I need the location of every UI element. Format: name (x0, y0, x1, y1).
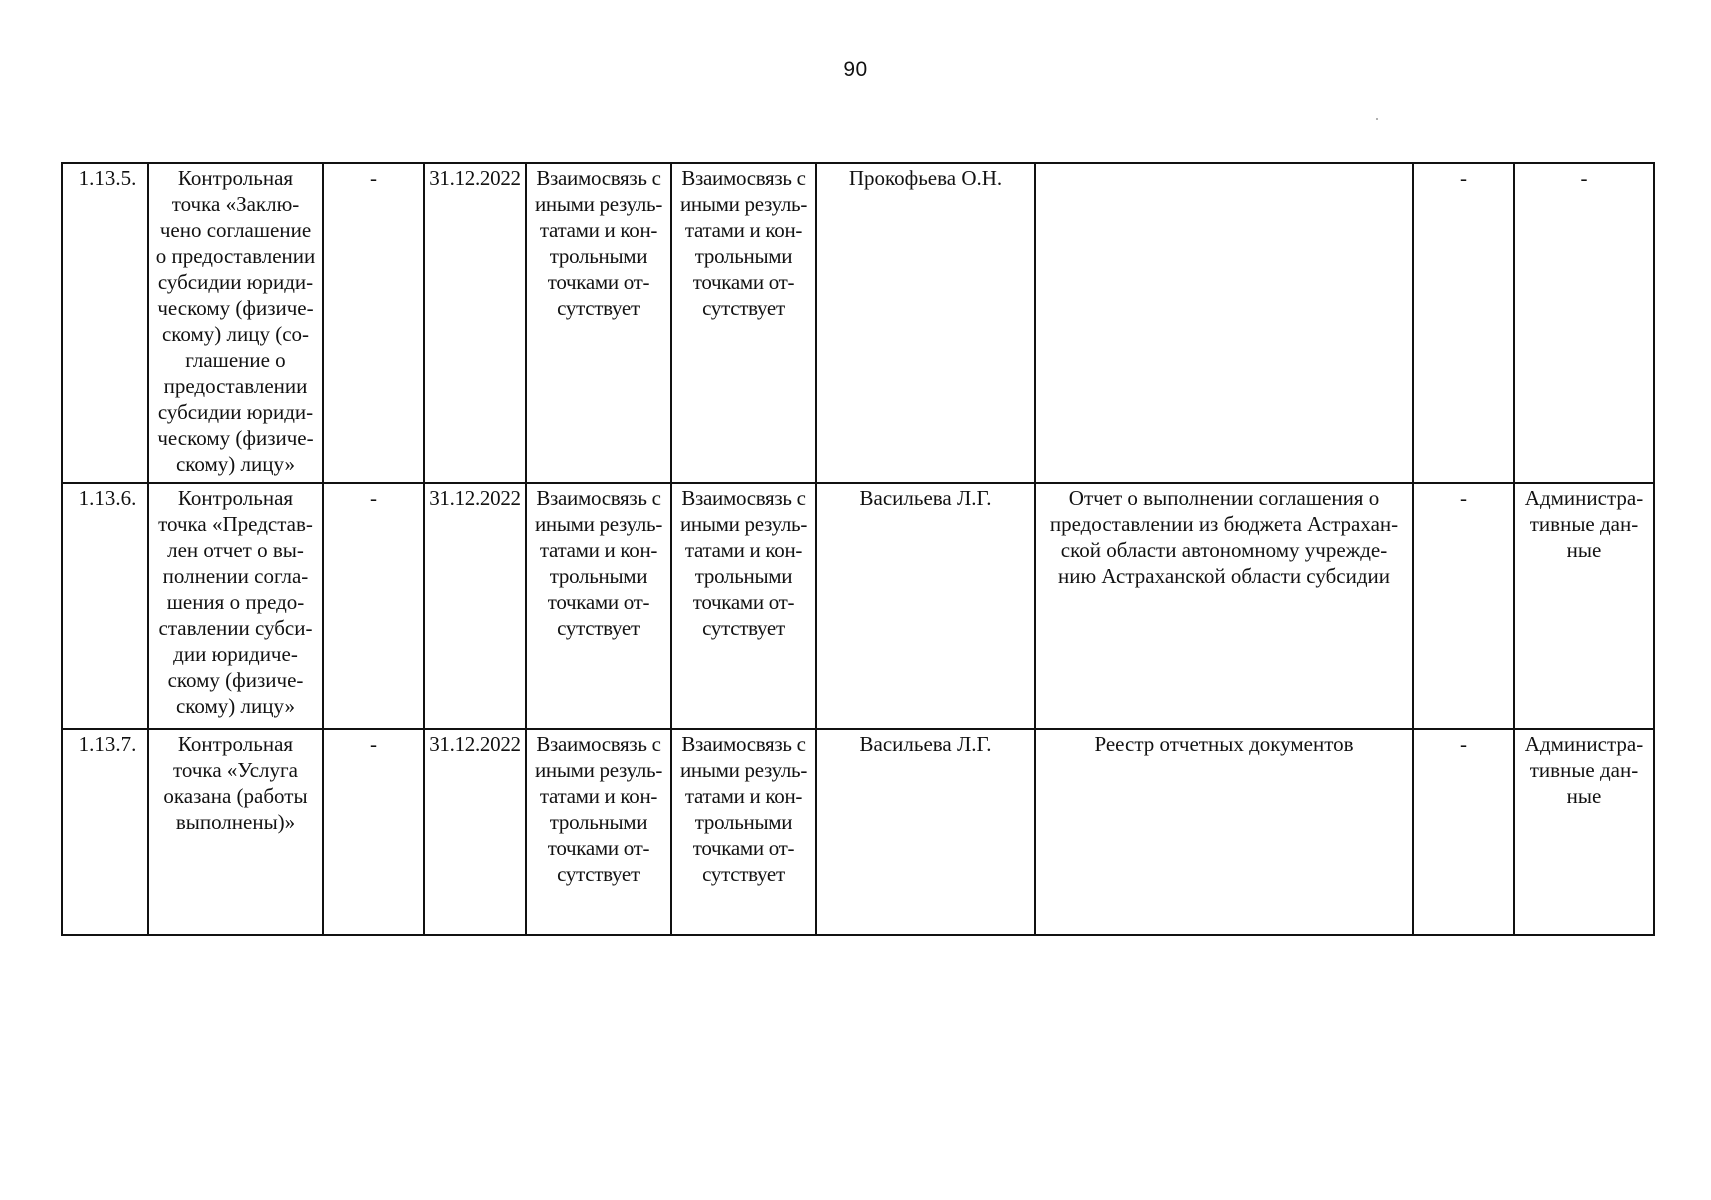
cell-line: ческому (физиче- (157, 296, 314, 320)
cell-line: лен отчет о вы- (167, 538, 304, 562)
row-number-cell: 1.13.5. (62, 163, 148, 483)
link-previous-cell (526, 483, 671, 729)
cell-line: сутствует (702, 616, 785, 640)
cell-line: иными резуль- (534, 512, 663, 536)
control-point-name-cell (148, 483, 323, 729)
control-points-table (61, 162, 1655, 936)
cell-line: о предоставлении (155, 244, 316, 268)
cell-line: Контрольная (177, 486, 294, 510)
cell-line: Контрольная (177, 732, 294, 756)
cell-line: скому) лицу» (175, 452, 296, 476)
cell-line: сутствует (557, 616, 640, 640)
cell-line: Взаимосвязь с (681, 732, 806, 756)
cell-line: трольными (694, 564, 793, 588)
link-next-cell (671, 483, 816, 729)
cell-line: предоставлении (163, 374, 308, 398)
cell-line: Контрольная (177, 166, 294, 190)
level-cell: - (1413, 483, 1514, 729)
cell-line: тивные дан- (1529, 758, 1639, 782)
cell-line: трольными (694, 244, 793, 268)
cell-line: татами и кон- (539, 784, 658, 808)
cell-line: точка «Услуга (173, 758, 298, 782)
cell-line: точка «Заклю- (171, 192, 300, 216)
scan-speck (1376, 118, 1378, 120)
cell-line: трольными (549, 244, 648, 268)
cell-line: Администра- (1524, 486, 1644, 510)
link-next-cell (671, 163, 816, 483)
cell-line: татами и кон- (684, 784, 803, 808)
cell-line: выполнены)» (175, 810, 296, 834)
cell-line: иными резуль- (679, 192, 808, 216)
cell-line: сутствует (557, 296, 640, 320)
cell-line: сутствует (557, 862, 640, 886)
cell-line: Взаимосвязь с (681, 486, 806, 510)
row-number-cell: 1.13.6. (62, 483, 148, 729)
cell-line: ные (1566, 784, 1602, 808)
cell-line: скому) лицу» (175, 694, 296, 718)
cell-line: скому) лицу (со- (161, 322, 310, 346)
cell-line: ческому (физиче- (157, 426, 314, 450)
cell-line: точками от- (547, 836, 650, 860)
cell-line: татами и кон- (539, 218, 658, 242)
cell-line: скому (физиче- (167, 668, 304, 692)
page-number: 90 (843, 58, 868, 81)
date-cell: 31.12.2022 (424, 729, 526, 935)
table-row (62, 163, 1654, 483)
cell-line: Взаимосвязь с (536, 486, 661, 510)
date-cell: 31.12.2022 (424, 163, 526, 483)
info-system-cell (1514, 163, 1654, 483)
cell-line: трольными (694, 810, 793, 834)
cell-line: трольными (549, 564, 648, 588)
cell-line: трольными (549, 810, 648, 834)
cell-line: сутствует (702, 296, 785, 320)
cell-line: татами и кон- (684, 538, 803, 562)
cell-line: оказана (работы (163, 784, 308, 808)
cell-line: Отчет о выполнении соглашения о (1068, 486, 1380, 510)
cell-line: предоставлении из бюджета Астрахан- (1049, 512, 1399, 536)
cell-line: ные (1566, 538, 1602, 562)
cell-line: иными резуль- (534, 758, 663, 782)
cell-line: ской области автономному учрежде- (1060, 538, 1388, 562)
cell-line: точками от- (547, 270, 650, 294)
document-cell (1035, 483, 1413, 729)
cell-line: Администра- (1524, 732, 1644, 756)
cell-line: Взаимосвязь с (536, 732, 661, 756)
link-previous-cell (526, 163, 671, 483)
cell-line: иными резуль- (679, 512, 808, 536)
link-next-cell (671, 729, 816, 935)
cell-line: иными резуль- (534, 192, 663, 216)
cell-line: дии юридиче- (173, 642, 298, 666)
base-value-cell: - (323, 163, 424, 483)
responsible-cell: Васильева Л.Г. (816, 729, 1035, 935)
link-previous-cell (526, 729, 671, 935)
cell-line: татами и кон- (684, 218, 803, 242)
control-point-name-cell (148, 729, 323, 935)
table-body (62, 163, 1654, 935)
control-point-name-cell (148, 163, 323, 483)
level-cell: - (1413, 163, 1514, 483)
cell-line: точками от- (692, 836, 795, 860)
info-system-cell (1514, 729, 1654, 935)
cell-line: субсидии юриди- (157, 400, 314, 424)
cell-line: ставлении субси- (158, 616, 313, 640)
date-cell: 31.12.2022 (424, 483, 526, 729)
level-cell: - (1413, 729, 1514, 935)
cell-line: субсидии юриди- (157, 270, 314, 294)
cell-line: тивные дан- (1529, 512, 1639, 536)
cell-line: сутствует (702, 862, 785, 886)
info-system-cell (1514, 483, 1654, 729)
document-cell (1035, 163, 1413, 483)
base-value-cell: - (323, 483, 424, 729)
cell-line: татами и кон- (539, 538, 658, 562)
cell-line: чено соглашение (159, 218, 312, 242)
base-value-cell: - (323, 729, 424, 935)
responsible-cell: Прокофьева О.Н. (816, 163, 1035, 483)
cell-line: точка «Представ- (158, 512, 313, 536)
cell-line: Реестр отчетных документов (1094, 732, 1354, 756)
cell-line: полнении согла- (162, 564, 309, 588)
cell-line: точками от- (547, 590, 650, 614)
cell-line: Взаимосвязь с (681, 166, 806, 190)
cell-line: нию Астраханской области субсидии (1058, 564, 1390, 588)
cell-line: шения о предо- (166, 590, 305, 614)
cell-line: иными резуль- (679, 758, 808, 782)
cell-line: - (1580, 166, 1588, 190)
table-row (62, 483, 1654, 729)
cell-line: Взаимосвязь с (536, 166, 661, 190)
cell-line: глашение о (185, 348, 286, 372)
table-row (62, 729, 1654, 935)
document-cell (1035, 729, 1413, 935)
cell-line: точками от- (692, 270, 795, 294)
row-number-cell: 1.13.7. (62, 729, 148, 935)
cell-line: точками от- (692, 590, 795, 614)
responsible-cell: Васильева Л.Г. (816, 483, 1035, 729)
